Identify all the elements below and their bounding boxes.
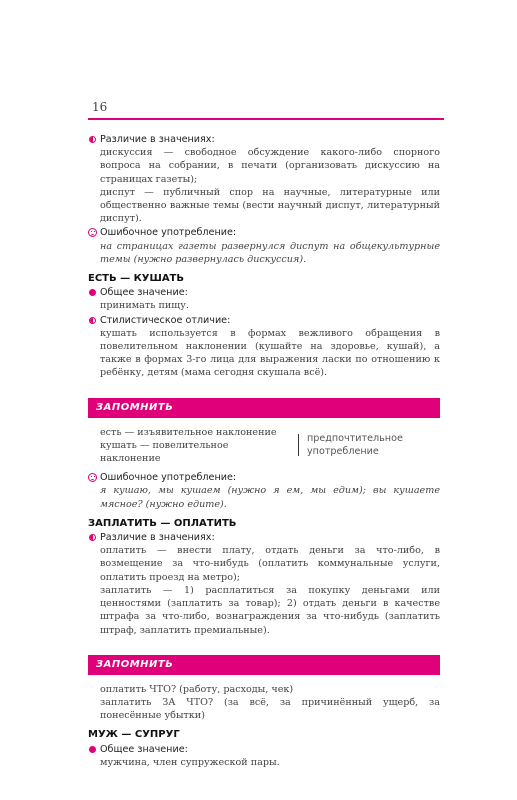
style-text: кушать используется в формах вежливого обращения в повелительном наклонении (кушайте на здоровье, кушай), а также в формах 3-го лица для выражения ласки по отношению к ребёнку, детям (мама сегодня скушала всё).	[100, 327, 440, 379]
error-example	[88, 240, 440, 266]
sad-face-icon	[88, 226, 100, 239]
memo-right-line1: предпочтительное	[307, 433, 403, 445]
muzh-general-label: Общее значение:	[100, 743, 188, 755]
section-error-heading	[88, 226, 440, 239]
memo-line-kushat: кушать — повелительное наклонение	[100, 439, 229, 465]
error-example-text: на страницах газеты развернулся диспут на общекультурные темы (нужно развернулась дискуссия).	[100, 240, 440, 265]
memo-error-example	[88, 484, 440, 510]
page-number: 16	[92, 100, 108, 114]
memo-error-text: я кушаю, мы кушаем (нужно я ем, мы едим); вы кушаете мясное? (нужно едите).	[100, 485, 440, 510]
muzh-general-text: мужчина, член супружеской пары.	[100, 756, 280, 768]
error-label: Ошибочное употребление:	[100, 227, 237, 239]
dot-icon	[88, 743, 100, 756]
page-content	[88, 132, 440, 769]
general-meaning-heading	[88, 286, 440, 299]
memo-left	[100, 426, 290, 466]
remember-banner: ЗАПОМНИТЬ	[88, 398, 440, 418]
remember-block	[88, 426, 440, 466]
definition-diskussiya: дискуссия — свободное обсуждение какого-либо спорного вопроса на собрании, в печати (организовать дискуссию на страницах газеты);	[100, 147, 440, 185]
sad-face-icon	[88, 471, 100, 484]
oplatit-diff-label: Различие в значениях:	[100, 532, 215, 544]
memo-right-line2: употребление	[307, 446, 379, 458]
definition-oplatit: оплатить — внести плату, отдать деньги за что-либо, в возмещение за что-нибудь (оплатить коммунальные услуги, оплатить проезд на метро);	[100, 545, 440, 583]
half-circle-icon	[88, 531, 100, 544]
section-title-zaplatit-oplatit: ЗАПЛАТИТЬ — ОПЛАТИТЬ	[88, 517, 237, 529]
memo-right	[307, 432, 403, 458]
memo2-line-zaplatit: заплатить ЗА ЧТО? (за всё, за причинённый ущерб, за понесённые убытки)	[100, 696, 440, 722]
general-label: Общее значение:	[100, 287, 188, 299]
remember-banner-2: ЗАПОМНИТЬ	[88, 655, 440, 675]
definition-disput: диспут — публичный спор на научные, литературные или общественно важные темы (вести научный диспут, литературный диспут).	[100, 186, 440, 225]
dot-icon	[88, 286, 100, 299]
style-label: Стилистическое отличие:	[100, 314, 231, 326]
memo-error-label: Ошибочное употребление:	[100, 472, 237, 484]
oplatit-diff-heading	[88, 531, 440, 544]
muzh-general-heading	[88, 743, 440, 756]
diff-label: Различие в значениях:	[100, 134, 215, 145]
section-title-muzh-suprug: МУЖ — СУПРУГ	[88, 729, 180, 741]
section-diff-heading	[88, 133, 440, 146]
general-text: принимать пищу.	[100, 300, 189, 312]
definition-zaplatit: заплатить — 1) расплатиться за покупку деньгами или ценностями (заплатить за товар); 2) отдать деньги в качестве штрафа за что-либо, вознаграждения за что-нибудь (заплатить штраф, заплатить премиальные).	[100, 584, 440, 636]
style-diff-heading	[88, 314, 440, 327]
memo-line-est: есть — изъявительное наклонение	[100, 426, 277, 438]
half-circle-icon	[88, 133, 100, 146]
memo2-line-oplatit: оплатить ЧТО? (работу, расходы, чек)	[100, 683, 294, 695]
half-circle-icon	[88, 314, 100, 327]
memo-divider	[298, 434, 299, 456]
header-rule	[88, 118, 444, 120]
memo-error-heading	[88, 471, 440, 484]
section-title-est-kushat: ЕСТЬ — КУШАТЬ	[88, 273, 184, 285]
